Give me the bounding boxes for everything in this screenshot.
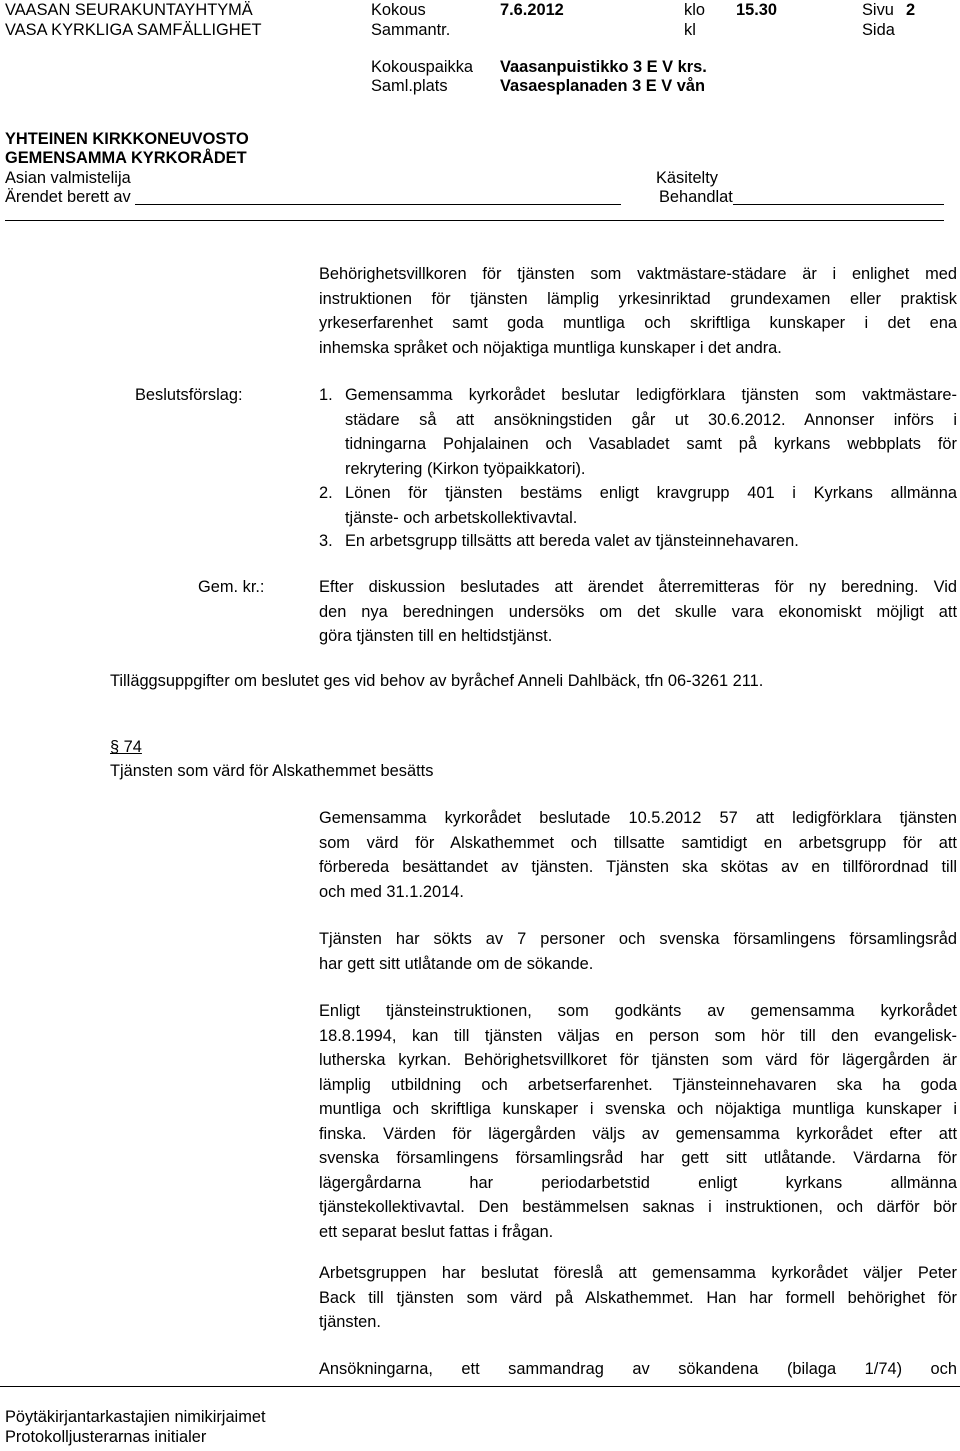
handled-line [733,204,944,205]
council-name-fi: YHTEINEN KIRKKONEUVOSTO [5,130,249,148]
text-line: Gemensamma kyrkorådet beslutade 10.5.2012 57 att ledigförklara tjänsten [319,809,957,827]
text-line: instruktionen för tjänsten lämplig yrkesinriktad grundexamen eller praktisk [319,289,957,308]
text-line: tjänstekollektivavtal. Den bestämmelsen saknas i instruktionen, och därför bör [319,1198,957,1216]
text-line: den nya beredningen undersöks om det skulle vara ekonomiskt möjligt att [319,602,957,621]
text-line: Ansökningarna, ett sammandrag av sökandena (bilaga 1/74) och [319,1360,957,1378]
text-line: svenska församlingens församlingsråd har gett sitt utlåtande. Värdarna för [319,1149,957,1167]
text-line: Tjänsten har sökts av 7 personer och svenska församlingens församlingsråd [319,930,957,948]
prepared-by-line [135,204,621,205]
text-line: tidningarna Pohjalainen och Vasabladet samt på kyrkans webbplats för [345,435,957,453]
text-line: Efter diskussion beslutades att ärendet återremitteras för ny beredning. Vid [319,578,957,596]
text-line: finska. Värden för lägergården väljs av gemensamma kyrkorådet efter att [319,1124,957,1143]
page-label-sv: Sida [862,21,895,39]
meeting-label-fi: Kokous [371,1,426,19]
section-paragraph [319,927,957,976]
text-line: Enligt tjänsteinstruktionen, som godkänts av gemensamma kyrkorådet [319,1002,957,1020]
text-line: ett separat beslut fattas i frågan. [319,1222,554,1241]
eligibility-paragraph [319,262,957,360]
list-item-text [345,481,957,530]
handled-label-fi: Käsitelty [656,169,718,187]
text-line: lägergårdarna har periodarbetstid enligt kyrkans allmänna [319,1173,957,1192]
section-title: Tjänsten som värd för Alskathemmet besätts [110,762,434,780]
handled-label-sv: Behandlat [659,188,733,206]
additional-info: Tilläggsuppgifter om beslutet ges vid behov av byråchef Anneli Dahlbäck, tfn 06-3261 211. [110,672,764,690]
time-label-fi: klo [684,1,705,19]
text-line: har gett sitt utlåtande om de sökande. [319,954,594,973]
decision-label: Gem. kr.: [198,578,265,596]
list-item-text [345,529,957,554]
text-line: lämplig utbildning och arbetserfarenhet. Tjänsteinnehavaren ska ha goda [319,1075,957,1094]
section-number: § 74 [110,738,142,756]
footer-initials-sv: Protokolljusterarnas initialer [5,1428,207,1446]
footer-initials-fi: Pöytäkirjantarkastajien nimikirjaimet [5,1408,266,1426]
footer-rule [0,1386,960,1387]
text-line: städare så att ansökningstiden går ut 30.6.2012. Annonser införs i [345,410,957,429]
page-label-fi: Sivu [862,1,894,19]
text-line: tjänsten. [319,1313,381,1331]
section-paragraph [319,1357,957,1382]
meeting-time: 15.30 [736,1,778,19]
prepared-by-label-sv: Ärendet berett av [5,188,131,206]
text-line: lutherska kyrkan. Behörighetsvillkoret för tjänsten som värd för lägergården är [319,1051,957,1069]
text-line: förbereda besättandet av tjänsten. Tjänsten ska skötas av en tillförordnad till [319,858,957,876]
time-label-sv: kl [684,21,696,39]
page-number: 2 [906,1,916,19]
council-name-sv: GEMENSAMMA KYRKORÅDET [5,149,247,167]
list-number: 1. [319,386,333,404]
meeting-date: 7.6.2012 [500,1,564,19]
decision-text [319,575,957,649]
org-name-fi: VAASAN SEURAKUNTAYHTYMÄ [5,1,253,19]
list-number: 2. [319,484,333,502]
text-line: göra tjänsten till en heltidstjänst. [319,627,553,645]
meeting-label-sv: Sammantr. [371,21,451,39]
text-line: yrkeserfarenhet samt goda muntliga och skriftliga kunskaper i det ena [319,314,957,332]
text-line: 18.8.1994, kan till tjänsten väljas en person som hör till den evangelisk- [319,1026,957,1045]
venue-label-sv: Saml.plats [371,77,448,95]
section-paragraph [319,999,957,1244]
venue-sv: Vasaesplanaden 3 E V vån [500,77,705,95]
text-line: tjänste- och arbetskollektivavtal. [345,508,578,527]
text-line: Gemensamma kyrkorådet beslutar ledigförklara tjänsten som vaktmästare- [345,386,957,404]
org-name-sv: VASA KYRKLIGA SAMFÄLLIGHET [5,21,262,39]
text-line: som värd för Alskathemmet och tillsatte samtidigt en arbetsgrupp för att [319,833,957,852]
text-line: och med 31.1.2014. [319,882,464,901]
header-rule [5,220,944,221]
text-line: Arbetsgruppen har beslutat föreslå att gemensamma kyrkorådet väljer Peter [319,1264,957,1282]
text-line: muntliga och skriftliga kunskaper i svenska och nöjaktiga muntliga kunskaper i [319,1100,957,1118]
text-line: Behörighetsvillkoren för tjänsten som vaktmästare-städare är i enlighet med [319,265,957,283]
text-line: Lönen för tjänsten bestäms enligt kravgrupp 401 i Kyrkans allmänna [345,484,957,502]
text-line: rekrytering (Kirkon työpaikkatori). [345,459,586,478]
list-number: 3. [319,532,333,550]
text-line: En arbetsgrupp tillsätts att bereda valet av tjänsteinnehavaren. [345,532,799,550]
venue-fi: Vaasanpuistikko 3 E V krs. [500,58,707,76]
text-line: inhemska språket och nöjaktiga muntliga kunskaper i det andra. [319,338,782,357]
section-paragraph [319,1261,957,1335]
list-item-text [345,383,957,481]
venue-label-fi: Kokouspaikka [371,58,474,76]
text-line: Back till tjänsten som värd på Alskathemmet. Han har formell behörighet för [319,1288,957,1307]
prepared-by-label-fi: Asian valmistelija [5,169,131,187]
proposal-label: Beslutsförslag: [135,386,243,404]
section-paragraph [319,806,957,904]
